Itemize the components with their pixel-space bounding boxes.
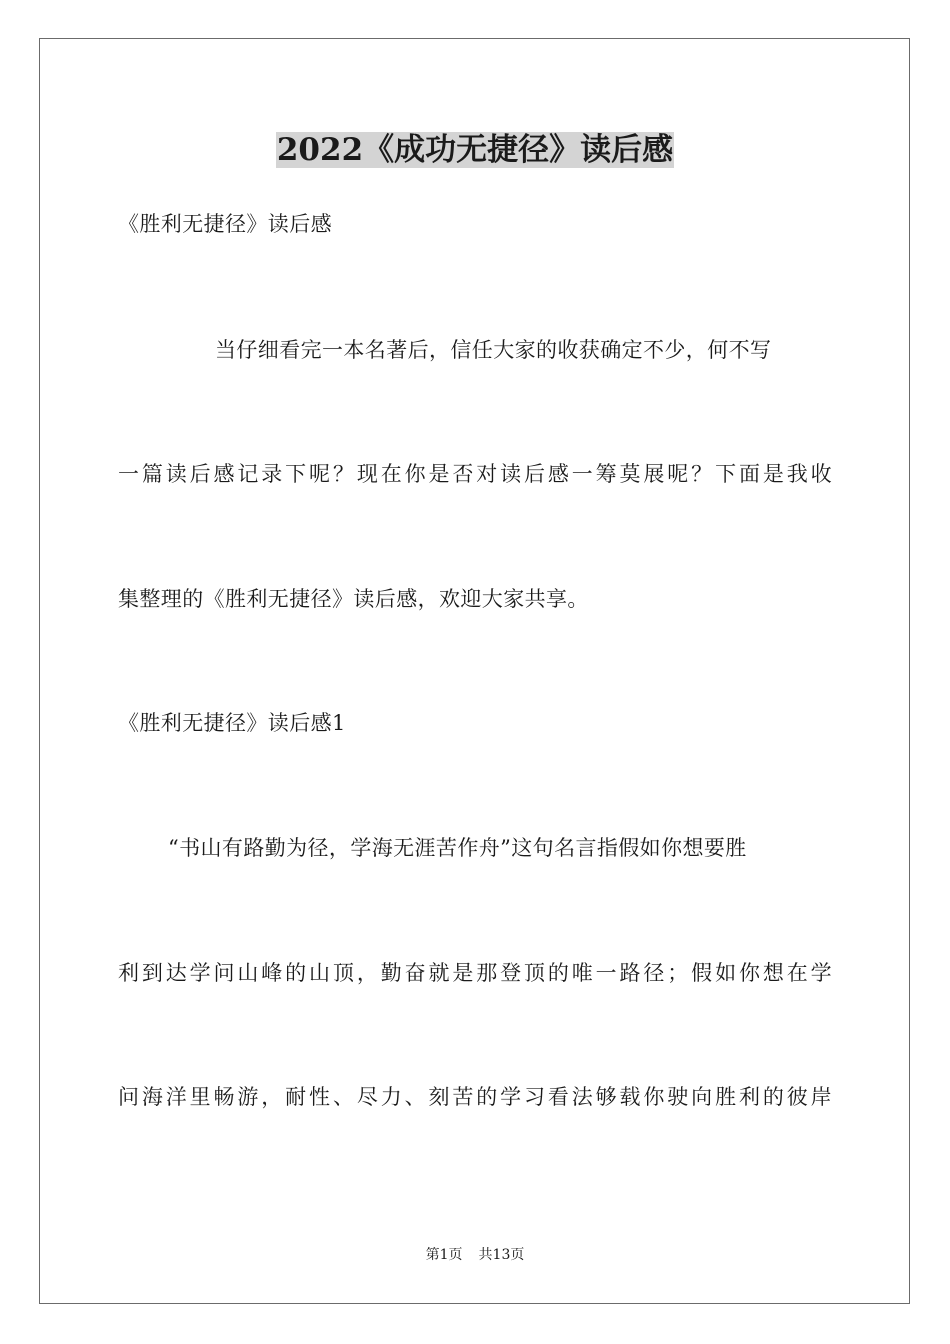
page-number: 第1页 [425, 1247, 463, 1263]
intro-line-1: 当仔细看完一本名著后，信任大家的收获确定不少，何不写 [215, 338, 772, 362]
body-line-2: 利到达学问山峰的山顶，勤奋就是那登顶的唯一路径；假如你想在学 [118, 961, 832, 985]
section-heading: 《胜利无捷径》读后感1 [118, 711, 346, 735]
document-title-text: 2022《成功无捷径》读后感 [276, 132, 674, 168]
page-total: 共13页 [478, 1247, 525, 1263]
body-line-3: 问海洋里畅游，耐性、尽力、刻苦的学习看法够载你驶向胜利的彼岸 [118, 1085, 832, 1109]
intro-line-2: 一篇读后感记录下呢？现在你是否对读后感一筹莫展呢？下面是我收 [118, 462, 832, 486]
page-footer [0, 1245, 950, 1265]
subtitle: 《胜利无捷径》读后感 [118, 212, 332, 236]
intro-line-3: 集整理的《胜利无捷径》读后感，欢迎大家共享。 [118, 587, 589, 611]
body-line-1: “书山有路勤为径，学海无涯苦作舟”这句名言指假如你想要胜 [168, 836, 747, 860]
document-title [0, 127, 950, 173]
